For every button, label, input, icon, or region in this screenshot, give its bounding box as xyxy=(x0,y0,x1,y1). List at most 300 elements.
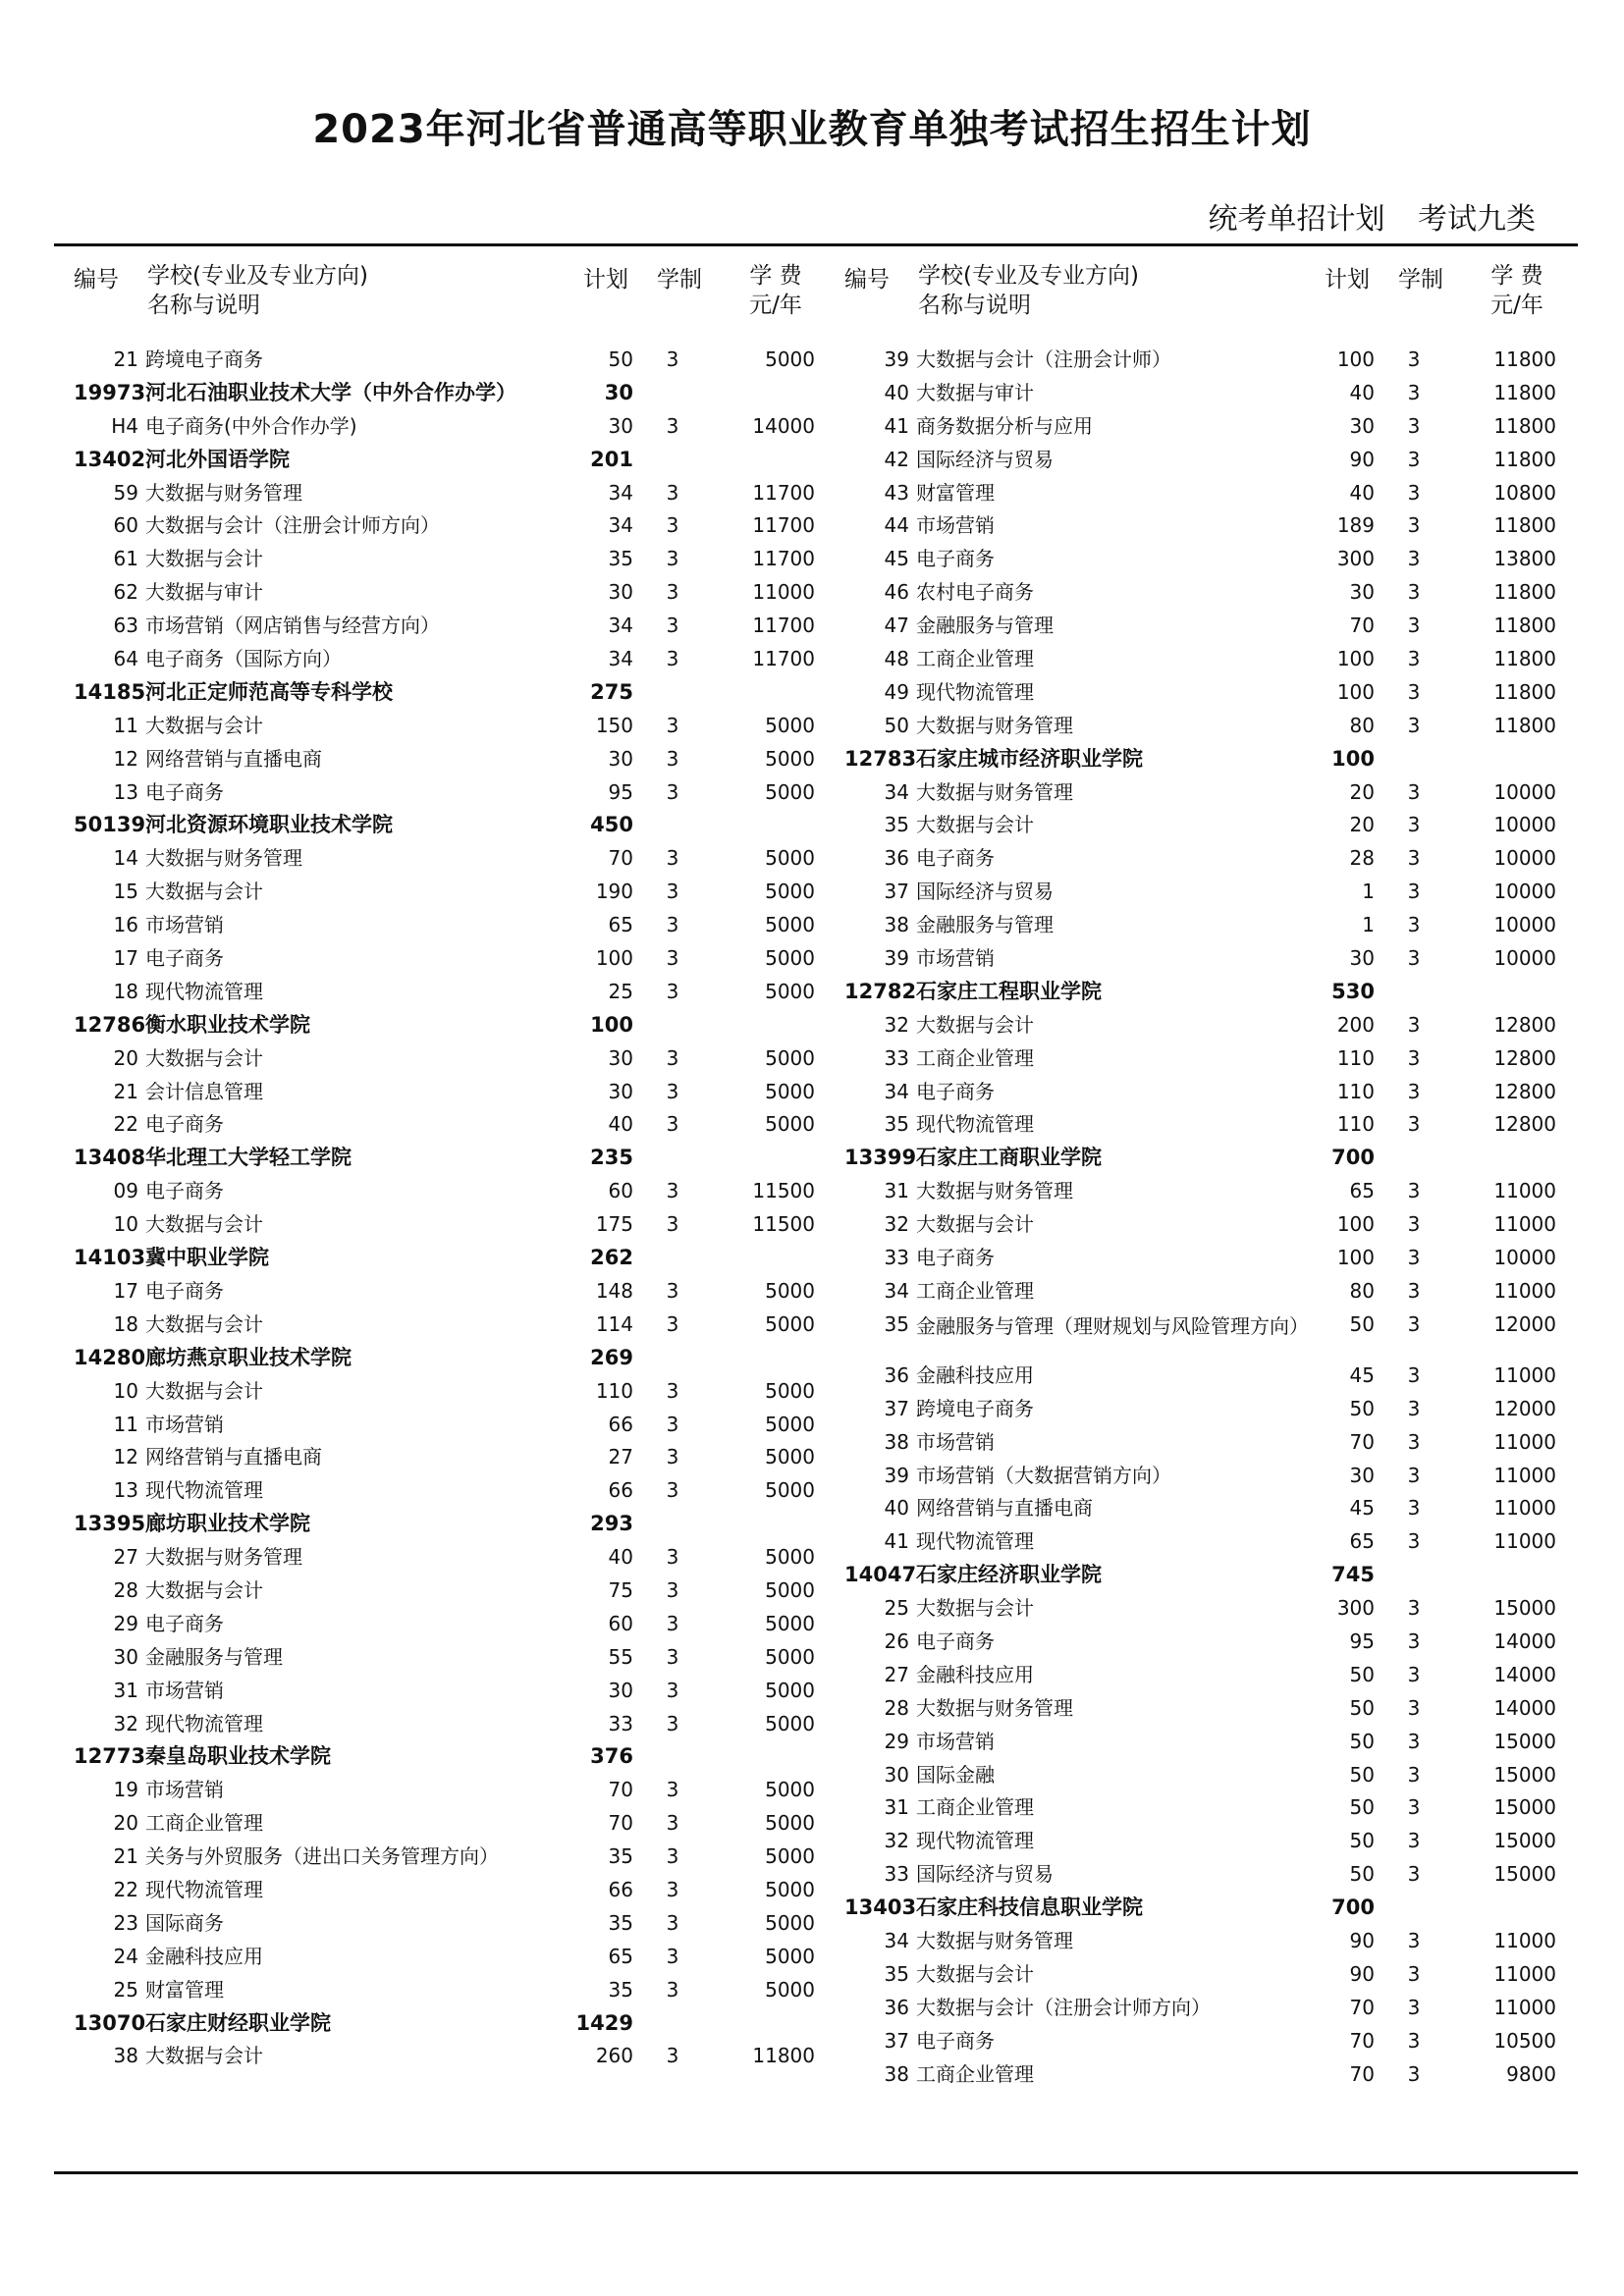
major-years: 3 xyxy=(666,614,679,638)
major-fee: 5000 xyxy=(765,1944,815,1968)
school-code: 14103 xyxy=(74,1246,146,1270)
major-years: 3 xyxy=(1407,547,1421,571)
major-years: 3 xyxy=(666,746,679,771)
major-row xyxy=(844,1308,1556,1360)
school-plan: 235 xyxy=(590,1146,633,1170)
major-name: 电子商务 xyxy=(916,1079,995,1103)
school-plan: 530 xyxy=(1331,979,1375,1003)
major-row xyxy=(844,1626,1556,1659)
major-plan: 65 xyxy=(1349,1529,1375,1554)
header-name-line1: 学校(专业及专业方向) xyxy=(147,263,368,289)
major-code: 12 xyxy=(113,1445,138,1469)
major-name: 大数据与审计 xyxy=(916,380,1034,404)
school-name: 冀中职业学院 xyxy=(145,1246,269,1270)
major-code: 34 xyxy=(884,1278,909,1303)
major-code: 28 xyxy=(113,1577,138,1602)
school-code: 12783 xyxy=(844,746,917,771)
major-fee: 5000 xyxy=(765,1412,815,1436)
major-code: 17 xyxy=(113,1278,138,1303)
school-name: 廊坊燕京职业技术学院 xyxy=(145,1345,352,1369)
major-years: 3 xyxy=(666,779,679,804)
major-code: 40 xyxy=(884,380,909,404)
major-fee: 5000 xyxy=(765,1378,815,1403)
school-code: 50139 xyxy=(74,813,146,837)
major-row xyxy=(74,1375,815,1409)
major-fee: 14000 xyxy=(1493,1662,1556,1686)
major-name: 大数据与财务管理 xyxy=(916,1928,1073,1952)
major-code: 31 xyxy=(884,1795,909,1820)
major-name: 大数据与会计 xyxy=(145,1577,263,1602)
major-name: 电子商务 xyxy=(916,547,995,571)
major-name: 大数据与财务管理 xyxy=(916,1179,1073,1203)
major-code: 46 xyxy=(884,580,909,605)
major-plan: 175 xyxy=(595,1212,633,1237)
major-row xyxy=(74,942,815,976)
major-row xyxy=(74,1575,815,1608)
major-fee: 12800 xyxy=(1493,1112,1556,1137)
major-code: 21 xyxy=(113,347,138,371)
major-name: 金融服务与管理 xyxy=(916,614,1054,638)
major-name: 市场营销 xyxy=(916,1429,995,1454)
column-header xyxy=(74,257,815,344)
major-code: 41 xyxy=(884,413,909,438)
major-plan: 66 xyxy=(608,1478,633,1503)
major-years: 3 xyxy=(666,1778,679,1802)
major-years: 3 xyxy=(1407,1311,1421,1336)
major-code: 30 xyxy=(113,1644,138,1669)
major-code: 38 xyxy=(113,2044,138,2068)
major-years: 3 xyxy=(1407,880,1421,904)
major-code: 61 xyxy=(113,547,138,571)
major-fee: 5000 xyxy=(765,1678,815,1702)
school-code: 14047 xyxy=(844,1563,917,1587)
header-fee-line2: 元/年 xyxy=(1490,293,1543,318)
major-name: 工商企业管理 xyxy=(916,647,1034,671)
major-years: 3 xyxy=(666,1112,679,1137)
major-years: 3 xyxy=(1407,447,1421,471)
major-row xyxy=(74,1076,815,1109)
major-row xyxy=(844,842,1556,876)
major-name: 大数据与会计 xyxy=(145,1378,263,1403)
major-code: 17 xyxy=(113,946,138,971)
major-fee: 10800 xyxy=(1493,480,1556,505)
major-code: 41 xyxy=(884,1529,909,1554)
major-name: 关务与外贸服务（进出口关务管理方向） xyxy=(145,1844,499,1869)
major-plan: 30 xyxy=(1349,580,1375,605)
major-years: 3 xyxy=(666,1278,679,1303)
major-row xyxy=(74,1608,815,1641)
major-plan: 110 xyxy=(595,1378,633,1403)
major-name: 电子商务(中外合作办学) xyxy=(145,413,357,438)
school-plan: 262 xyxy=(590,1246,633,1270)
right-rows xyxy=(844,344,1556,2091)
major-plan: 45 xyxy=(1349,1362,1375,1387)
major-code: 38 xyxy=(884,913,909,937)
major-name: 大数据与财务管理 xyxy=(145,480,302,505)
major-row xyxy=(74,1208,815,1242)
major-name: 网络营销与直播电商 xyxy=(145,746,322,771)
major-row xyxy=(74,976,815,1009)
school-name: 石家庄城市经济职业学院 xyxy=(916,746,1143,771)
major-name: 跨境电子商务 xyxy=(916,1396,1034,1420)
major-years: 3 xyxy=(666,1611,679,1635)
major-plan: 90 xyxy=(1349,447,1375,471)
major-years: 3 xyxy=(1407,946,1421,971)
major-plan: 60 xyxy=(608,1179,633,1203)
major-name: 电子商务 xyxy=(145,946,224,971)
school-row xyxy=(844,976,1556,1009)
major-fee: 15000 xyxy=(1493,1762,1556,1787)
major-name: 财富管理 xyxy=(916,480,995,505)
major-plan: 60 xyxy=(608,1611,633,1635)
major-fee: 5000 xyxy=(765,1079,815,1103)
major-years: 3 xyxy=(1407,1496,1421,1521)
major-name: 大数据与审计 xyxy=(145,580,263,605)
major-row xyxy=(844,2025,1556,2058)
major-row xyxy=(844,710,1556,743)
major-code: 39 xyxy=(884,1463,909,1487)
school-code: 14185 xyxy=(74,679,146,704)
major-row xyxy=(74,1108,815,1142)
major-code: 18 xyxy=(113,1311,138,1336)
school-code: 12782 xyxy=(844,979,917,1003)
major-name: 国际经济与贸易 xyxy=(916,880,1054,904)
major-row xyxy=(74,1841,815,1874)
school-plan: 745 xyxy=(1331,1563,1375,1587)
right-column xyxy=(844,257,1556,2091)
major-row xyxy=(844,477,1556,510)
header-fee xyxy=(1478,261,1556,320)
major-code: 33 xyxy=(884,1246,909,1270)
major-fee: 12800 xyxy=(1493,1012,1556,1037)
school-row xyxy=(844,1892,1556,1925)
major-code: 27 xyxy=(113,1545,138,1570)
major-fee: 5000 xyxy=(765,1811,815,1836)
school-row xyxy=(74,1508,815,1541)
major-code: 35 xyxy=(884,1961,909,1986)
school-row xyxy=(74,444,815,477)
major-fee: 11000 xyxy=(1493,1463,1556,1487)
major-name: 金融科技应用 xyxy=(145,1944,263,1968)
major-years: 3 xyxy=(1407,1246,1421,1270)
major-fee: 11000 xyxy=(1493,1362,1556,1387)
header-fee-line1: 学 费 xyxy=(1490,263,1543,289)
major-row xyxy=(74,543,815,576)
major-plan: 200 xyxy=(1336,1012,1375,1037)
major-years: 3 xyxy=(1407,1928,1421,1952)
header-years: 学制 xyxy=(657,267,702,293)
major-years: 3 xyxy=(666,547,679,571)
major-years: 3 xyxy=(1407,1179,1421,1203)
major-name: 大数据与会计 xyxy=(145,1311,263,1336)
major-years: 3 xyxy=(666,1644,679,1669)
school-plan: 100 xyxy=(590,1012,633,1037)
major-code: 34 xyxy=(884,1928,909,1952)
major-fee: 10000 xyxy=(1493,880,1556,904)
major-plan: 70 xyxy=(1349,2028,1375,2053)
major-name: 电子商务 xyxy=(916,846,995,871)
major-name: 国际经济与贸易 xyxy=(916,447,1054,471)
major-row xyxy=(844,1460,1556,1493)
school-row xyxy=(74,2007,815,2041)
major-row xyxy=(844,776,1556,810)
major-name: 工商企业管理 xyxy=(916,1278,1034,1303)
header-plan: 计划 xyxy=(583,267,628,293)
major-fee: 12000 xyxy=(1493,1396,1556,1420)
major-name: 市场营销 xyxy=(916,1729,995,1753)
major-name: 大数据与会计（注册会计师方向） xyxy=(916,1995,1211,2019)
major-plan: 27 xyxy=(608,1445,633,1469)
major-code: 21 xyxy=(113,1079,138,1103)
major-years: 3 xyxy=(666,1045,679,1070)
major-years: 3 xyxy=(666,880,679,904)
major-name: 会计信息管理 xyxy=(145,1079,263,1103)
header-name xyxy=(147,261,368,320)
major-name: 大数据与会计 xyxy=(916,1596,1034,1621)
major-row xyxy=(74,1042,815,1076)
major-fee: 5000 xyxy=(765,713,815,737)
school-code: 12773 xyxy=(74,1744,146,1769)
major-years: 3 xyxy=(1407,1012,1421,1037)
major-fee: 5000 xyxy=(765,1977,815,2002)
major-plan: 30 xyxy=(608,1678,633,1702)
major-years: 3 xyxy=(1407,1362,1421,1387)
major-years: 3 xyxy=(1407,413,1421,438)
major-name: 国际经济与贸易 xyxy=(916,1862,1054,1887)
major-years: 3 xyxy=(666,1545,679,1570)
major-code: 48 xyxy=(884,647,909,671)
major-name: 大数据与会计 xyxy=(145,2044,263,2068)
major-fee: 11800 xyxy=(1493,614,1556,638)
major-row xyxy=(74,876,815,909)
major-row xyxy=(844,1791,1556,1825)
major-fee: 5000 xyxy=(765,913,815,937)
major-fee: 10000 xyxy=(1493,846,1556,871)
major-years: 3 xyxy=(1407,1429,1421,1454)
major-name: 电子商务 xyxy=(145,1611,224,1635)
major-code: 30 xyxy=(884,1762,909,1787)
major-code: 40 xyxy=(884,1496,909,1521)
school-name: 石家庄科技信息职业学院 xyxy=(916,1896,1143,1920)
major-name: 大数据与财务管理 xyxy=(145,846,302,871)
major-plan: 66 xyxy=(608,1412,633,1436)
major-years: 3 xyxy=(1407,713,1421,737)
school-plan: 269 xyxy=(590,1345,633,1369)
major-name: 大数据与会计 xyxy=(145,1045,263,1070)
major-fee: 11800 xyxy=(1493,513,1556,538)
major-years: 3 xyxy=(666,2044,679,2068)
major-row xyxy=(74,610,815,643)
major-fee: 12800 xyxy=(1493,1079,1556,1103)
major-fee: 11800 xyxy=(1493,347,1556,371)
school-plan: 450 xyxy=(590,813,633,837)
major-plan: 30 xyxy=(1349,413,1375,438)
major-code: 11 xyxy=(113,1412,138,1436)
major-row xyxy=(74,1175,815,1208)
major-fee: 14000 xyxy=(752,413,815,438)
major-years: 3 xyxy=(1407,813,1421,837)
major-plan: 34 xyxy=(608,480,633,505)
major-fee: 11000 xyxy=(1493,1212,1556,1237)
major-plan: 50 xyxy=(1349,1795,1375,1820)
major-code: 33 xyxy=(884,1862,909,1887)
major-years: 3 xyxy=(1407,1212,1421,1237)
major-years: 3 xyxy=(666,1678,679,1702)
major-row xyxy=(844,2058,1556,2092)
major-row xyxy=(844,676,1556,710)
major-years: 3 xyxy=(1407,1596,1421,1621)
major-years: 3 xyxy=(666,1478,679,1503)
major-plan: 50 xyxy=(1349,1695,1375,1720)
major-code: 43 xyxy=(884,480,909,505)
major-code: 22 xyxy=(113,1877,138,1901)
major-fee: 11500 xyxy=(752,1212,815,1237)
major-plan: 70 xyxy=(1349,1995,1375,2019)
major-name: 电子商务 xyxy=(145,1278,224,1303)
major-fee: 11800 xyxy=(1493,713,1556,737)
major-fee: 11800 xyxy=(1493,647,1556,671)
major-code: 49 xyxy=(884,679,909,704)
school-name: 河北资源环境职业技术学院 xyxy=(145,813,393,837)
major-code: 33 xyxy=(884,1045,909,1070)
major-plan: 34 xyxy=(608,513,633,538)
major-years: 3 xyxy=(666,580,679,605)
major-row xyxy=(844,1692,1556,1726)
major-plan: 70 xyxy=(1349,2061,1375,2086)
major-code: 29 xyxy=(884,1729,909,1753)
school-code: 13402 xyxy=(74,447,146,471)
major-name: 现代物流管理 xyxy=(145,1478,263,1503)
major-code: H4 xyxy=(111,413,138,438)
major-fee: 11700 xyxy=(752,614,815,638)
major-row xyxy=(844,1659,1556,1692)
school-name: 秦皇岛职业技术学院 xyxy=(145,1744,331,1769)
major-name: 大数据与会计 xyxy=(916,813,1034,837)
major-years: 3 xyxy=(1407,1629,1421,1653)
major-row xyxy=(844,876,1556,909)
major-years: 3 xyxy=(666,846,679,871)
major-fee: 5000 xyxy=(765,1711,815,1735)
major-name: 国际金融 xyxy=(916,1762,995,1787)
school-plan: 100 xyxy=(1331,746,1375,771)
major-row xyxy=(74,710,815,743)
header-name-line2: 名称与说明 xyxy=(147,293,260,318)
column-header xyxy=(844,257,1556,344)
major-row xyxy=(844,1360,1556,1393)
school-code: 14280 xyxy=(74,1345,146,1369)
major-row xyxy=(74,1708,815,1741)
major-plan: 70 xyxy=(608,1811,633,1836)
major-row xyxy=(74,1308,815,1342)
school-row xyxy=(74,377,815,410)
major-name: 大数据与财务管理 xyxy=(916,1695,1073,1720)
school-row xyxy=(74,1242,815,1275)
school-row xyxy=(74,1740,815,1774)
header-code: 编号 xyxy=(74,267,119,293)
major-fee: 5000 xyxy=(765,1311,815,1336)
major-name: 金融科技应用 xyxy=(916,1362,1034,1387)
school-code: 13399 xyxy=(844,1146,917,1170)
major-years: 3 xyxy=(666,1977,679,2002)
major-code: 26 xyxy=(884,1629,909,1653)
major-years: 3 xyxy=(1407,1829,1421,1853)
major-plan: 1 xyxy=(1362,880,1375,904)
school-name: 廊坊职业技术学院 xyxy=(145,1512,310,1536)
major-years: 3 xyxy=(666,647,679,671)
major-row xyxy=(74,1441,815,1474)
major-years: 3 xyxy=(666,1944,679,1968)
school-name: 石家庄工程职业学院 xyxy=(916,979,1102,1003)
major-name: 金融服务与管理 xyxy=(145,1644,283,1669)
school-plan: 30 xyxy=(604,380,633,404)
major-fee: 11000 xyxy=(1493,1179,1556,1203)
major-years: 3 xyxy=(1407,1961,1421,1986)
major-plan: 90 xyxy=(1349,1961,1375,1986)
major-name: 电子商务 xyxy=(916,2028,995,2053)
major-plan: 110 xyxy=(1336,1112,1375,1137)
major-code: 32 xyxy=(884,1829,909,1853)
major-years: 3 xyxy=(1407,513,1421,538)
major-years: 3 xyxy=(1407,347,1421,371)
major-plan: 95 xyxy=(608,779,633,804)
school-row xyxy=(74,676,815,710)
major-plan: 50 xyxy=(1349,1862,1375,1887)
school-plan: 700 xyxy=(1331,1146,1375,1170)
major-name: 大数据与财务管理 xyxy=(145,1545,302,1570)
major-name: 金融科技应用 xyxy=(916,1662,1034,1686)
major-code: 35 xyxy=(884,1112,909,1137)
major-row xyxy=(844,1925,1556,1958)
major-code: 11 xyxy=(113,713,138,737)
major-row xyxy=(844,410,1556,444)
major-plan: 30 xyxy=(1349,946,1375,971)
major-fee: 11700 xyxy=(752,513,815,538)
school-name: 石家庄工商职业学院 xyxy=(916,1146,1102,1170)
school-row xyxy=(74,1142,815,1175)
major-years: 3 xyxy=(1407,1112,1421,1137)
major-plan: 70 xyxy=(608,846,633,871)
major-fee: 5000 xyxy=(765,1545,815,1570)
major-plan: 100 xyxy=(1336,1212,1375,1237)
major-row xyxy=(844,1175,1556,1208)
major-code: 35 xyxy=(884,1311,909,1336)
major-fee: 5000 xyxy=(765,880,815,904)
major-row xyxy=(844,1393,1556,1426)
major-row xyxy=(844,1858,1556,1892)
major-years: 3 xyxy=(1407,647,1421,671)
major-row xyxy=(74,509,815,543)
major-fee: 5000 xyxy=(765,1611,815,1635)
major-plan: 40 xyxy=(608,1545,633,1570)
major-row xyxy=(74,1807,815,1841)
major-name: 市场营销 xyxy=(916,946,995,971)
major-years: 3 xyxy=(1407,480,1421,505)
major-code: 21 xyxy=(113,1844,138,1869)
major-row xyxy=(74,410,815,444)
major-years: 3 xyxy=(666,913,679,937)
major-plan: 30 xyxy=(608,746,633,771)
major-name: 大数据与会计 xyxy=(916,1212,1034,1237)
major-fee: 5000 xyxy=(765,1877,815,1901)
major-name: 商务数据分析与应用 xyxy=(916,413,1093,438)
major-plan: 50 xyxy=(1349,1311,1375,1336)
major-fee: 5000 xyxy=(765,1778,815,1802)
school-plan: 275 xyxy=(590,679,633,704)
major-plan: 148 xyxy=(595,1278,633,1303)
major-plan: 30 xyxy=(608,413,633,438)
major-code: 31 xyxy=(113,1678,138,1702)
major-years: 3 xyxy=(666,1877,679,1901)
